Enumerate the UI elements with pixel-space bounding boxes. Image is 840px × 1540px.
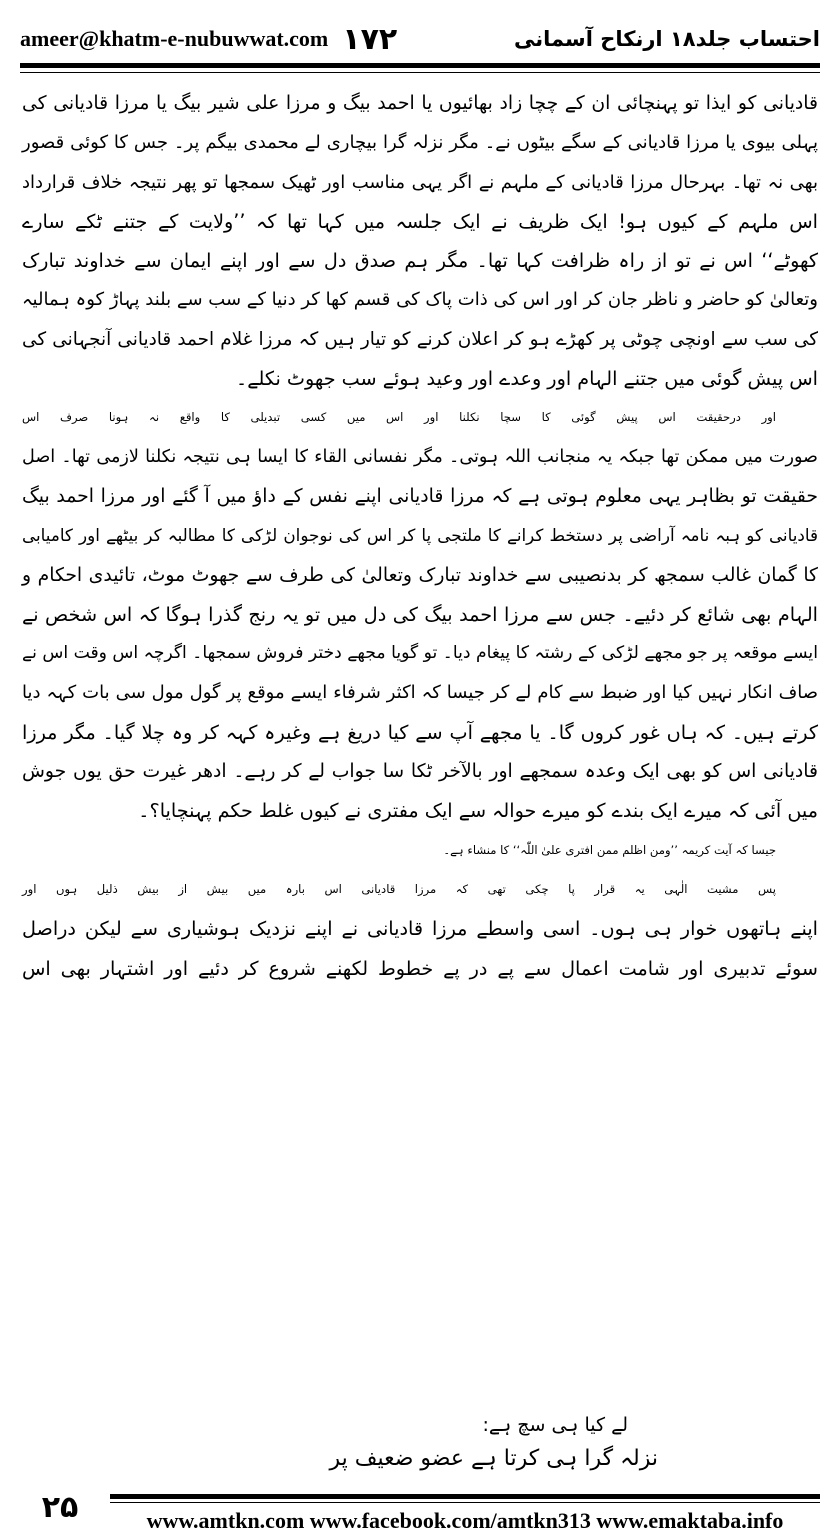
body-line: اپنے ہاتھوں خوار ہی ہوں۔ اسی واسطے مرزا قادیانی نے اپنے نزدیک ہوشیاری سے لیکن دراصل (22, 917, 818, 941)
body-line: ایسے موقعہ پر جو مجھے لڑکی کے رشتہ کا پیغام دیا۔ تو گویا مجھے دختر فروش سمجھا۔ اگرچہ اس وقت اس نے (22, 643, 818, 664)
footnote (22, 1408, 818, 1476)
body-line: سوئے تدبیری اور شامت اعمال سے پے در پے خطوط لکھنے شروع کر دئیے اور اشتہار بھی اس (22, 956, 818, 980)
body-line: قادیانی کو ایذا تو پہنچائی ان کے چچا زاد بھائیوں یا احمد بیگ و مرزا علی شیر بیگ یا مرزا قادیانی کی (22, 93, 818, 114)
body-line: میں آئی کہ میرے ایک بندے کو میرے حوالہ سے ایک مفتری نے کیوں غلط حکم پہنچایا؟۔ (138, 799, 818, 823)
body-line: پس مشیت الٰہی یہ قرار پا چکی تھی کہ مرزا قادیانی اس بارہ میں بیش از بیش ذلیل ہوں اور (22, 881, 776, 896)
body-line: حقیقت تو بظاہر یہی معلوم ہوتی ہے کہ مرزا قادیانی اپنے نفس کے داؤ میں آ گئے اور مرزا احمد بیگ (22, 485, 818, 507)
footer-rule-thick (110, 1494, 820, 1499)
footer-links[interactable]: www.amtkn.com www.facebook.com/amtkn313 www.emaktaba.info (146, 1508, 784, 1533)
header-email[interactable]: ameer@khatm-e-nubuwwat.com (20, 26, 329, 51)
body-line: الہام بھی شائع کر دئیے۔ جس سے مرزا احمد بیگ کی دل میں تو یہ رنج گذرا ہوگا کہ اس شخص نے (22, 602, 818, 626)
body-line: صورت میں ممکن تھا جبکہ یہ منجانب اللہ ہوتی۔ مگر نفسانی القاء کا ایسا ہی نتیجہ نکلنا لازمی تھا۔ اصل (22, 446, 818, 467)
body-line: اس ملہم کے کیوں ہو! ایک ظریف نے ایک جلسہ میں کہا تھا کہ ’’ولایت کے جتنے ٹکے سارے (22, 209, 818, 233)
page-header (20, 18, 820, 60)
footer-page-number: ۲۵ (41, 1490, 79, 1525)
footnote-verse: نزلہ گرا ہی کرتا ہے عضو ضعیف پر (329, 1446, 658, 1471)
body-line: کھوٹے‘‘ اس نے تو از راہ ظرافت کہا تھا۔ مگر ہم صدق دل سے اور اپنے ایمان سے خداوند تبارک (22, 249, 818, 273)
body-line: بھی نہ تھا۔ بہرحال مرزا قادیانی کے ملہم نے اگر یہی مناسب اور ٹھیک سمجھا تو پھر نتیجہ خلاف قرارداد (22, 171, 818, 193)
body-line: کی سب سے اونچی چوٹی پر کھڑے ہو کر اعلان کرنے کو تیار ہیں کہ مرزا غلام احمد قادیانی آنجہانی کی (22, 328, 818, 350)
body-line: اس پیش گوئی میں جتنے الہام اور وعدے اور وعید ہوئے سب جھوٹ نکلے۔ (236, 367, 818, 391)
body-line: کا گمان غالب سمجھ کر بدنصیبی سے خداوند تبارک وتعالیٰ کی طرف سے جھوٹ موٹ، تائیدی احکام و (22, 564, 818, 586)
footnote-ref: لے کیا ہی سچ ہے: (482, 1414, 628, 1436)
header-book-title: احتساب جلد۱۸ ارنکاح آسمانی (513, 27, 820, 51)
header-rule-thick (20, 63, 820, 68)
body-line: قادیانی اس کو بھی ایک وعدہ سمجھے اور بالآخر ٹکا سا جواب لے کر رہے۔ ادھر غیرت حق یوں جوش (22, 761, 818, 783)
body-line: جیسا کہ آیت کریمہ ’’ومن اظلم ممن افتری علیٰ اللّٰہ‘‘ کا منشاء ہے۔ (443, 842, 776, 857)
body-line: صاف انکار نہیں کیا اور ضبط سے کام لے کر جیسا کہ اکثر شرفاء ایسے موقع پر گول مول سی بات کہہ دیا (22, 682, 818, 704)
header-page-number: ۱۷۲ (342, 21, 398, 57)
header-left (20, 22, 397, 57)
body-line: قادیانی کو ہبہ نامہ آراضی پر دستخط کرانے کا ملتجی پا کر اس کی نوجوان لڑکی کا مطالبہ کر بیٹھے اور کامیابی (22, 525, 818, 546)
body-line: وتعالیٰ کو حاضر و ناظر جان کر اور اس کی ذات پاک کی قسم کھا کر دنیا کے سب سے بلند پہاڑ کوہ ہمالیہ (22, 289, 818, 311)
header-rule-thin (20, 72, 820, 73)
body-line: پہلی بیوی یا مرزا قادیانی کے سگے بیٹوں نے۔ مگر نزلہ گرا بیچاری لے محمدی بیگم پر۔ جس کا کوئی قصور (22, 132, 818, 154)
footer-rule-thin (110, 1502, 820, 1503)
body-line: اور درحقیقت اس پیش گوئی کا سچا نکلنا اور اس میں کسی تبدیلی کا واقع نہ ہونا صرف اس (22, 410, 776, 425)
body-line: کرتے ہیں۔ کہ ہاں غور کروں گا۔ یا مجھے آپ سے کیا دریغ ہے وغیرہ کہہ کر وہ چلا گیا۔ مگر مرزا (22, 720, 818, 744)
page-body (22, 84, 818, 988)
